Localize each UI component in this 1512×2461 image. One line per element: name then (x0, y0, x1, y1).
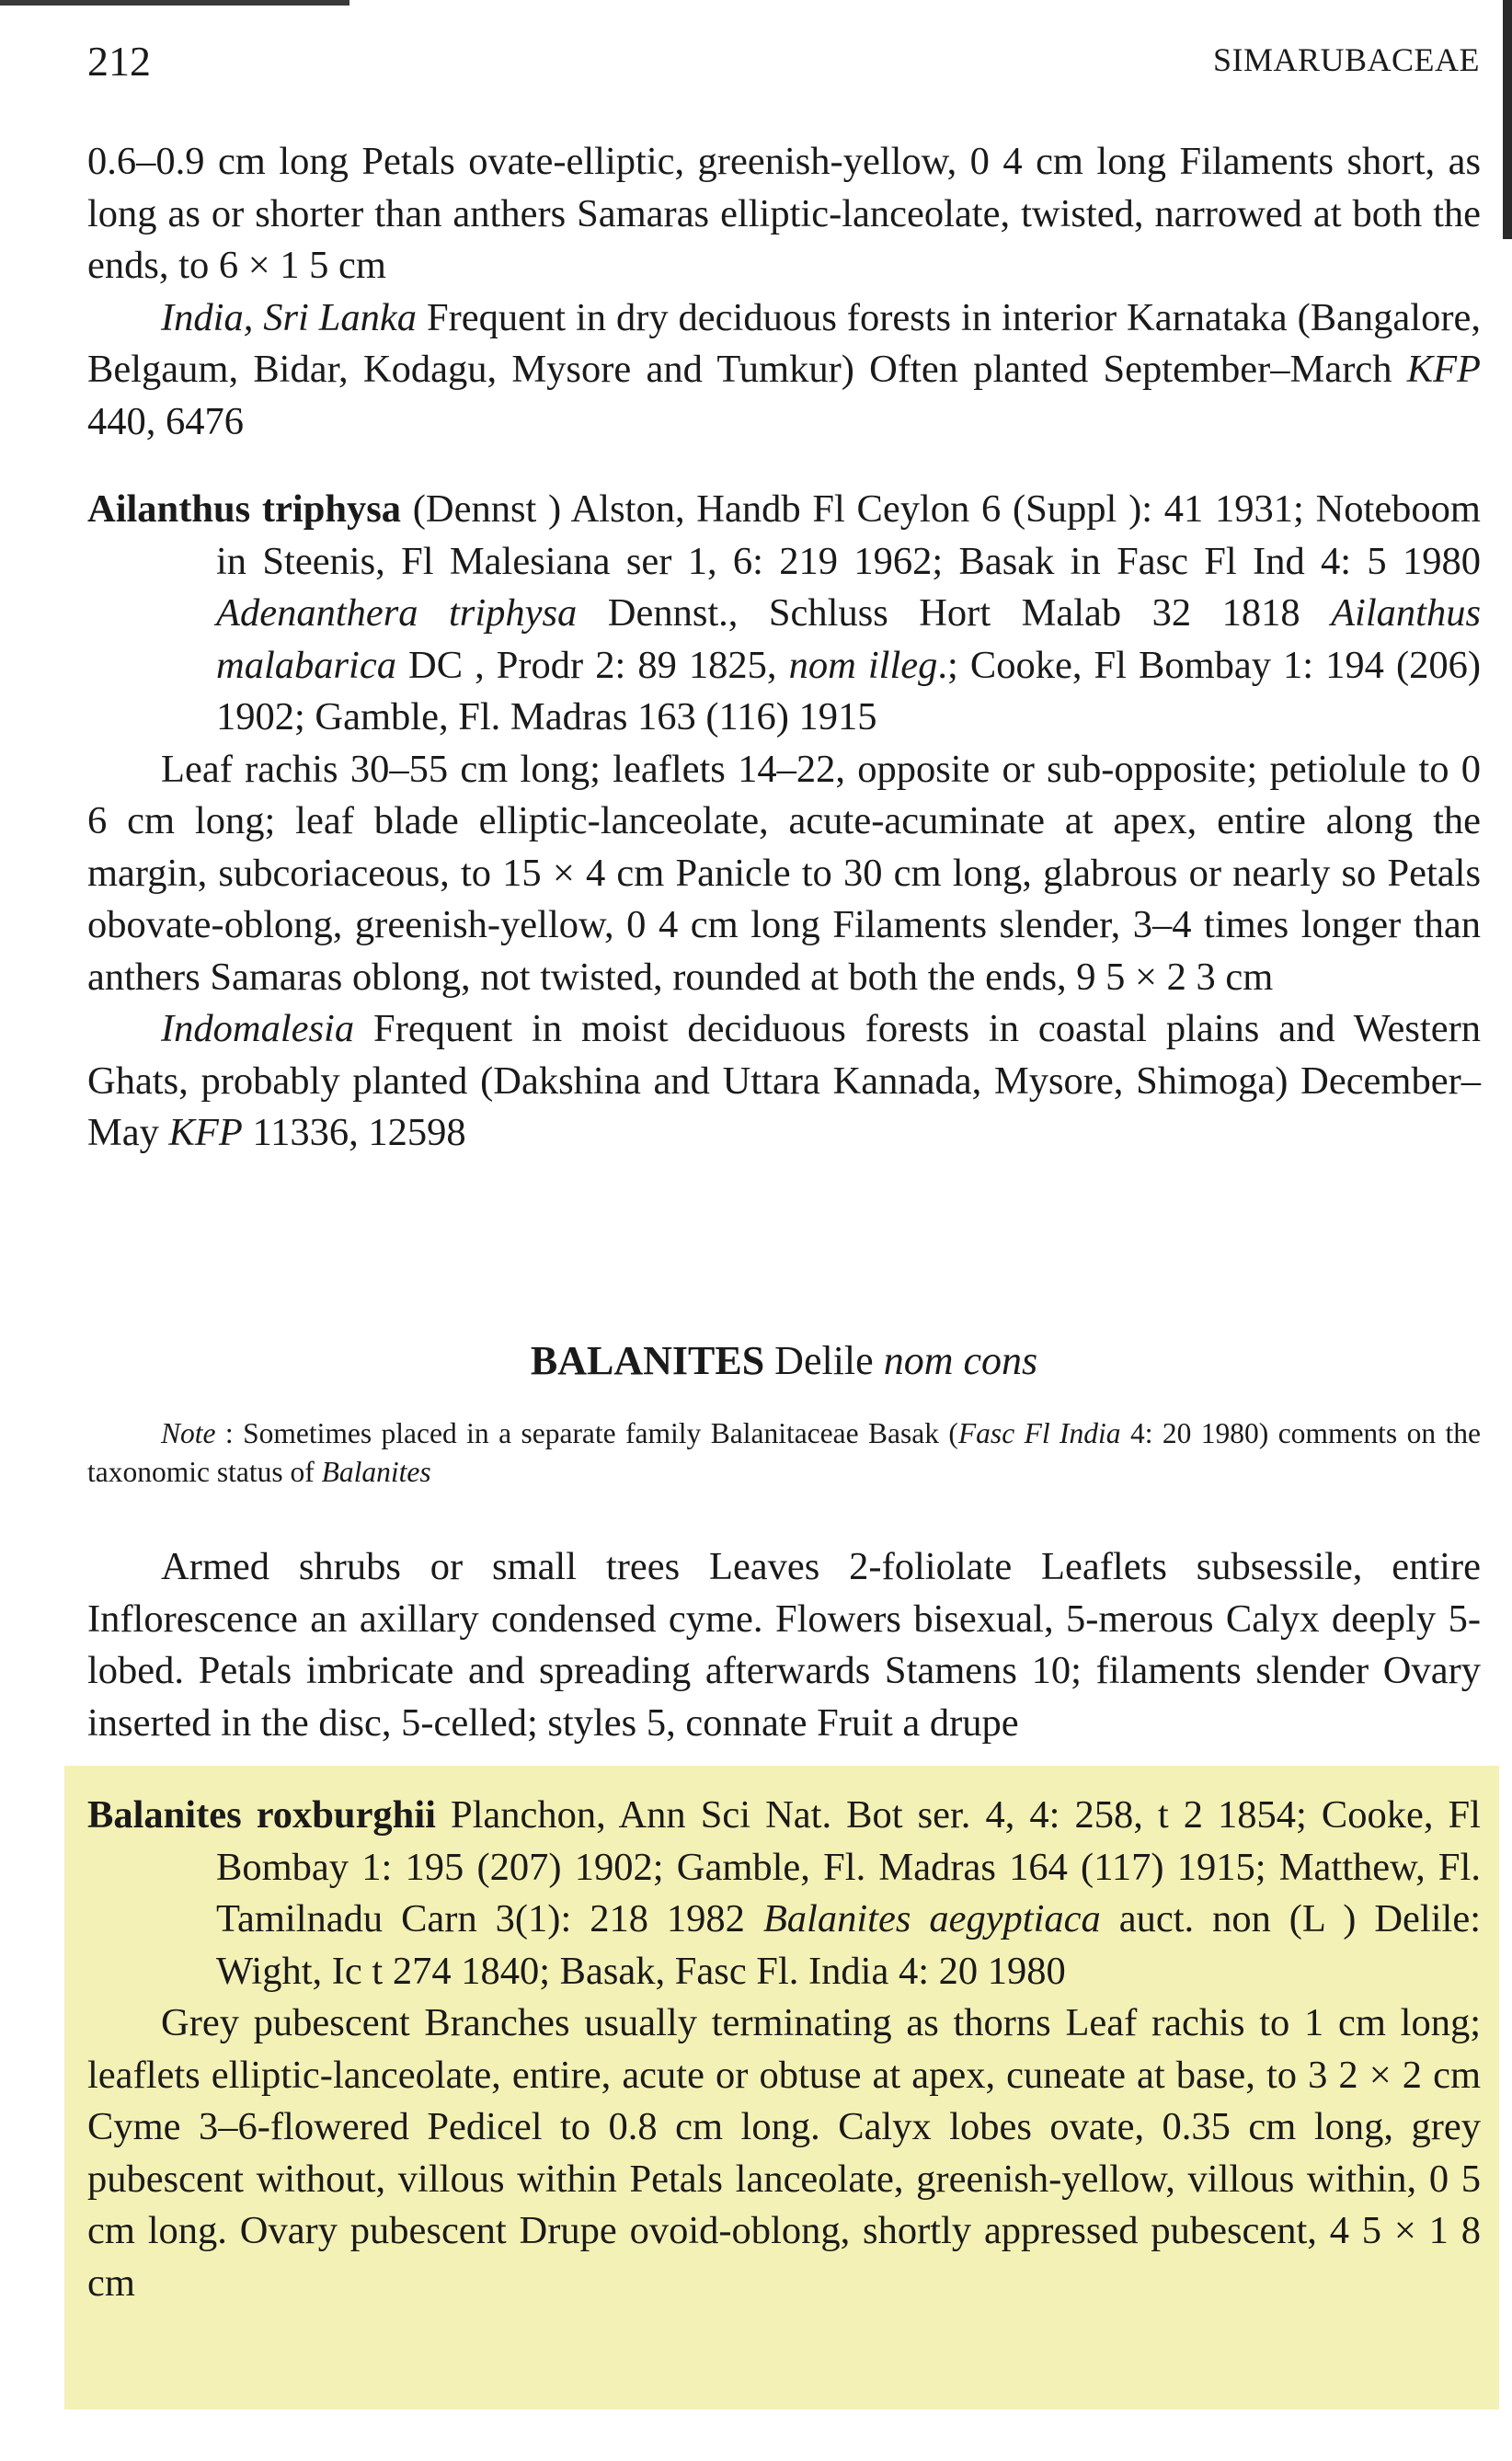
distribution-region: India, Sri Lanka (161, 295, 418, 339)
continuation-block (87, 136, 1481, 448)
specimen-abbr: KFP (168, 1111, 243, 1154)
balanites-roxburghii-entry (87, 1790, 1481, 2309)
citation-text: (Dennst ) Alston, Handb Fl Ceylon 6 (Suppl ): 41 1931; Noteboom in Steenis, Fl Malesiana ser 1, 6: 219 1962; Basak in Fasc Fl Ind 4: 5 1980 (216, 487, 1481, 583)
nomen-status: nom cons (883, 1338, 1038, 1383)
specimen-abbr: KFP (1406, 348, 1481, 391)
note-label: Note (161, 1417, 216, 1449)
species-name: Ailanthus triphysa (87, 487, 402, 531)
note-genus: Balanites (321, 1456, 431, 1488)
citation-text: DC , Prodr 2: 89 1825, (395, 643, 789, 687)
note-text-a: : Sometimes placed in a separate family Balanitaceae Basak ( (215, 1417, 958, 1449)
scan-edge-right (1503, 0, 1512, 239)
note-reference: Fasc Fl India (957, 1417, 1121, 1449)
balanites-citation (87, 1790, 1481, 1997)
page-number: 212 (87, 38, 151, 85)
genus-note (87, 1414, 1481, 1492)
genus-description-block (87, 1541, 1481, 1749)
citation-text: auct. non (L ) Delile: Wight, Ic t 274 1840; Basak, Fasc Fl. India 4: 20 1980 (216, 1897, 1481, 1993)
note-text (87, 1414, 1481, 1492)
distribution-text: Frequent in dry deciduous forests in interior Karnataka (Bangalore, Belgaum, Bidar, Kodagu, Mysore and Tumkur) Often planted September–March (87, 295, 1481, 391)
synonym-name: Ailanthus malabarica (216, 591, 1481, 687)
citation-text: .; Cooke, Fl Bombay 1: 194 (206) 1902; Gamble, Fl. Madras 163 (116) 1915 (216, 643, 1481, 738)
page-header (87, 37, 1480, 92)
citation-text: Dennst., Schluss Hort Malab 32 1818 (577, 591, 1332, 635)
ailanthus-citation (87, 484, 1481, 744)
specimen-numbers: 11336, 12598 (242, 1111, 466, 1154)
distribution-region: Indomalesia (161, 1007, 355, 1050)
continuation-description: 0.6–0.9 cm long Petals ovate-elliptic, greenish-yellow, 0 4 cm long Filaments short, as long as or shorter than anthers Samaras elliptic-lanceolate, twisted, narrowed at both the ends, to 6 × 1 5 cm (87, 140, 1481, 287)
ailanthus-triphysa-entry (87, 484, 1481, 1160)
scan-edge-top (0, 0, 349, 6)
ailanthus-distribution (87, 1003, 1481, 1160)
synonym-name: Balanites aegyptiaca (762, 1897, 1101, 1940)
specimen-numbers: 440, 6476 (87, 399, 244, 443)
note-text-b: 4: 20 1980) comments on the taxonomic status of (87, 1417, 1482, 1488)
genus-name: BALANITES (530, 1338, 765, 1383)
genus-heading (87, 1337, 1481, 1384)
genus-description: Armed shrubs or small trees Leaves 2-foliolate Leaflets subsessile, entire Inflorescence an axillary condensed cyme. Flowers bisexual, 5-merous Calyx deeply 5-lobed. Petals imbricate and spreading afterwards Stamens 10; filaments slender Ovary inserted in the disc, 5-celled; styles 5, connate Fruit a drupe (87, 1545, 1481, 1745)
distribution-text: Frequent in moist deciduous forests in coastal plains and Western Ghats, probably planted (Dakshina and Uttara Kannada, Mysore, Shimoga) December–May (87, 1007, 1481, 1154)
genus-author: Delile (764, 1338, 884, 1383)
citation-text: Planchon, Ann Sci Nat. Bot ser. 4, 4: 258, t 2 1854; Cooke, Fl Bombay 1: 195 (207) 1902; Gamble, Fl. Madras 164 (117) 1915; Matthew, Fl. Tamilnadu Carn 3(1): 218 1982 (216, 1793, 1481, 1940)
synonym-name: Adenanthera triphysa (216, 591, 578, 635)
nom-illeg: nom illeg (788, 643, 938, 687)
species-name: Balanites roxburghii (87, 1793, 436, 1837)
balanites-description: Grey pubescent Branches usually terminating as thorns Leaf rachis to 1 cm long; leaflets elliptic-lanceolate, entire, acute or obtuse at apex, cuneate at base, to 3 2 × 2 cm Cyme 3–6-flowered Pedicel to 0.8 cm long. Calyx lobes ovate, 0.35 cm long, grey pubescent without, villous within Petals lanceolate, greenish-yellow, villous within, 0 5 cm long. Ovary pubescent Drupe ovoid-oblong, shortly appressed pubescent, 4 5 × 1 8 cm (87, 2001, 1481, 2305)
continuation-distribution (87, 292, 1481, 449)
running-head: SIMARUBACEAE (1212, 41, 1480, 78)
ailanthus-description: Leaf rachis 30–55 cm long; leaflets 14–22, opposite or sub-opposite; petiolule to 0 6 cm long; leaf blade elliptic-lanceolate, acute-acuminate at apex, entire along the margin, subcoriaceous, to 15 × 4 cm Panicle to 30 cm long, glabrous or nearly so Petals obovate-oblong, greenish-yellow, 0 4 cm long Filaments slender, 3–4 times longer than anthers Samaras oblong, not twisted, rounded at both the ends, 9 5 × 2 3 cm (87, 747, 1481, 999)
